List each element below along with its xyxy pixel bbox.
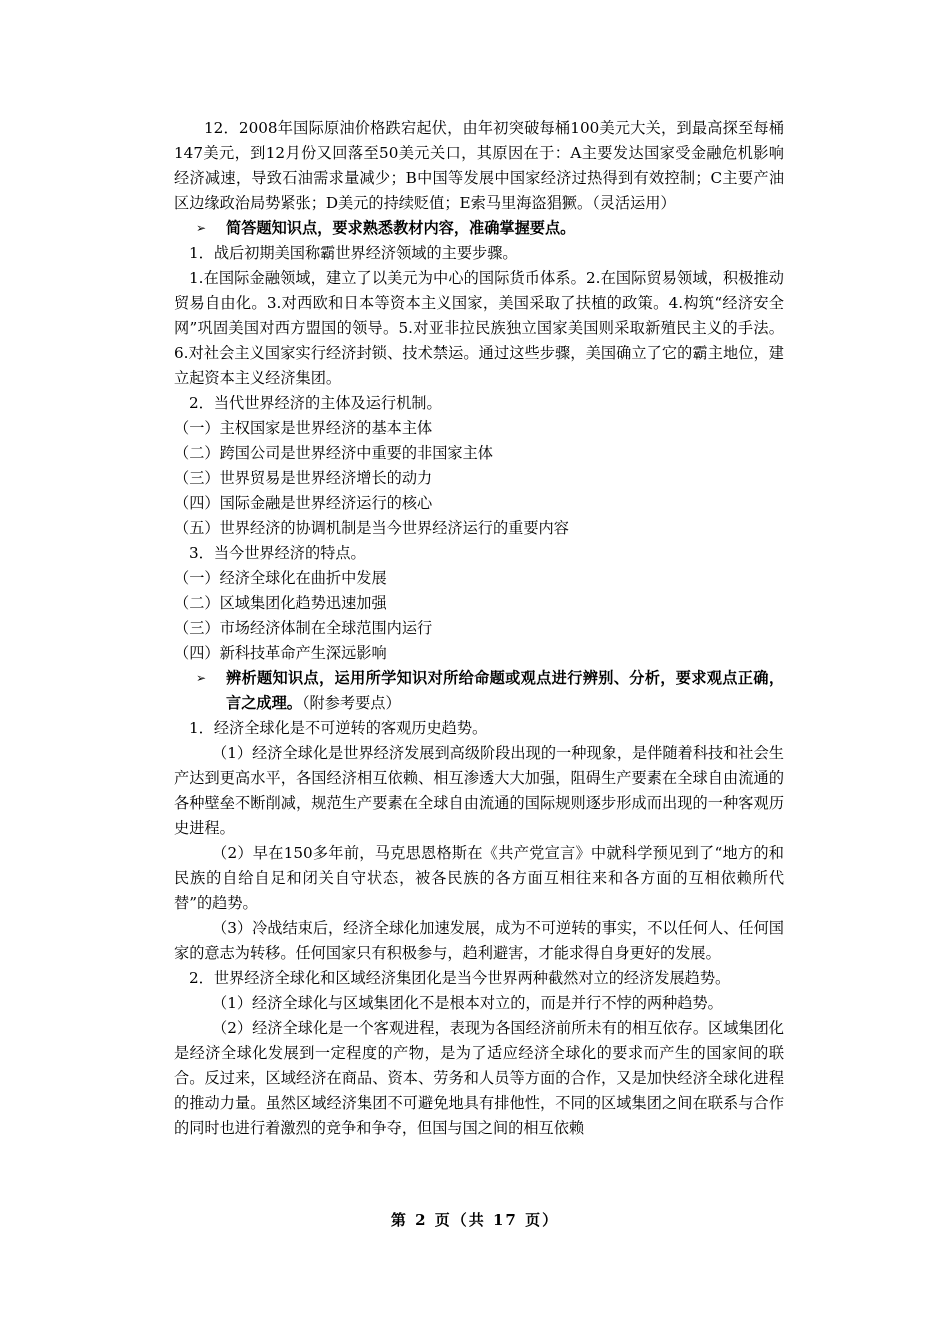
list-item: （三）市场经济体制在全球范围内运行 bbox=[174, 619, 433, 637]
short-answer-heading-text: 简答题知识点，要求熟悉教材内容，准确掌握要点。 bbox=[226, 219, 576, 237]
analysis-2-title: 2．世界经济全球化和区域经济集团化是当今世界两种截然对立的经济发展趋势。 bbox=[189, 969, 731, 987]
list-item: （二）跨国公司是世界经济中重要的非国家主体 bbox=[174, 444, 493, 462]
short-answer-1-title: 1．战后初期美国称霸世界经济领域的主要步骤。 bbox=[189, 244, 518, 262]
short-answer-3-title: 3．当今世界经济的特点。 bbox=[189, 544, 366, 562]
short-answer-1-body: 1.在国际金融领域，建立了以美元为中心的国际货币体系。2.在国际贸易领域，积极推动贸易自由化。3.对西欧和日本等资本主义国家，美国采取了扶植的政策。4.构筑“经济安全网”巩固美国对西方盟国的领导。5.对亚非拉民族独立国家美国则采取新殖民主义的手法。6.对社会主义国家实行经济封锁、技术禁运。通过这些步骤，美国确立了它的霸主地位，建立起资本主义经济集团。 bbox=[174, 269, 784, 387]
short-answer-heading bbox=[174, 216, 784, 241]
analysis-1-title: 1．经济全球化是不可逆转的客观历史趋势。 bbox=[189, 719, 488, 737]
document-body bbox=[174, 116, 784, 1141]
list-item: （二）区域集团化趋势迅速加强 bbox=[174, 594, 387, 612]
arrowhead-bullet-icon: ➢ bbox=[196, 671, 207, 685]
analysis-heading-text: 辨析题知识点，运用所学知识对所给命题或观点进行辨别、分析，要求观点正确，言之成理。 bbox=[226, 669, 784, 712]
analysis-1-point-1: （1）经济全球化是世界经济发展到高级阶段出现的一种现象，是伴随着科技和社会生产达到更高水平，各国经济相互依赖、相互渗透大大加强，阻碍生产要素在全球自由流通的各种壁垒不断削减，规范生产要素在全球自由流通的国际规则逐步形成而出现的一种客观历史进程。 bbox=[174, 744, 784, 837]
page-number-footer: 第 2 页（共 17 页） bbox=[390, 1211, 560, 1229]
list-item: （三）世界贸易是世界经济增长的动力 bbox=[174, 469, 433, 487]
analysis-2-point-2: （2）经济全球化是一个客观进程，表现为各国经济前所未有的相互依存。区域集团化是经济全球化发展到一定程度的产物，是为了适应经济全球化的要求而产生的国家间的联合。反过来，区域经济在商品、资本、劳务和人员等方面的合作，又是加快经济全球化进程的推动力量。虽然区域经济集团不可避免地具有排他性，不同的区域集团之间在联系与合作的同时也进行着激烈的竞争和争夺，但国与国之间的相互依赖 bbox=[174, 1019, 784, 1137]
analysis-note: （附参考要点） bbox=[301, 694, 401, 712]
arrowhead-bullet-icon: ➢ bbox=[196, 221, 207, 235]
analysis-2-point-1: （1）经济全球化与区域集团化不是根本对立的，而是并行不悖的两种趋势。 bbox=[212, 994, 723, 1012]
analysis-heading bbox=[174, 666, 784, 716]
short-answer-2-title: 2．当代世界经济的主体及运行机制。 bbox=[189, 394, 442, 412]
list-item: （一）主权国家是世界经济的基本主体 bbox=[174, 419, 433, 437]
analysis-1-point-2: （2）早在150多年前，马克思恩格斯在《共产党宣言》中就科学预见到了“地方的和民族的自给自足和闭关自守状态，被各民族的各方面互相往来和各方面的互相依赖所代替”的趋势。 bbox=[174, 844, 784, 912]
question-12: 12．2008年国际原油价格跌宕起伏，由年初突破每桶100美元大关，到最高探至每桶147美元，到12月份又回落至50美元关口，其原因在于：A主要发达国家受金融危机影响经济减速，导致石油需求量减少；B中国等发展中国家经济过热得到有效控制；C主要产油区边缘政治局势紧张；D美元的持续贬值；E索马里海盗猖獗。（灵活运用） bbox=[174, 119, 784, 212]
analysis-1-point-3: （3）冷战结束后，经济全球化加速发展，成为不可逆转的事实，不以任何人、任何国家的意志为转移。任何国家只有积极参与，趋利避害，才能求得自身更好的发展。 bbox=[174, 919, 784, 962]
list-item: （一）经济全球化在曲折中发展 bbox=[174, 569, 387, 587]
list-item: （五）世界经济的协调机制是当今世界经济运行的重要内容 bbox=[174, 519, 569, 537]
list-item: （四）国际金融是世界经济运行的核心 bbox=[174, 494, 433, 512]
list-item: （四）新科技革命产生深远影响 bbox=[174, 644, 387, 662]
